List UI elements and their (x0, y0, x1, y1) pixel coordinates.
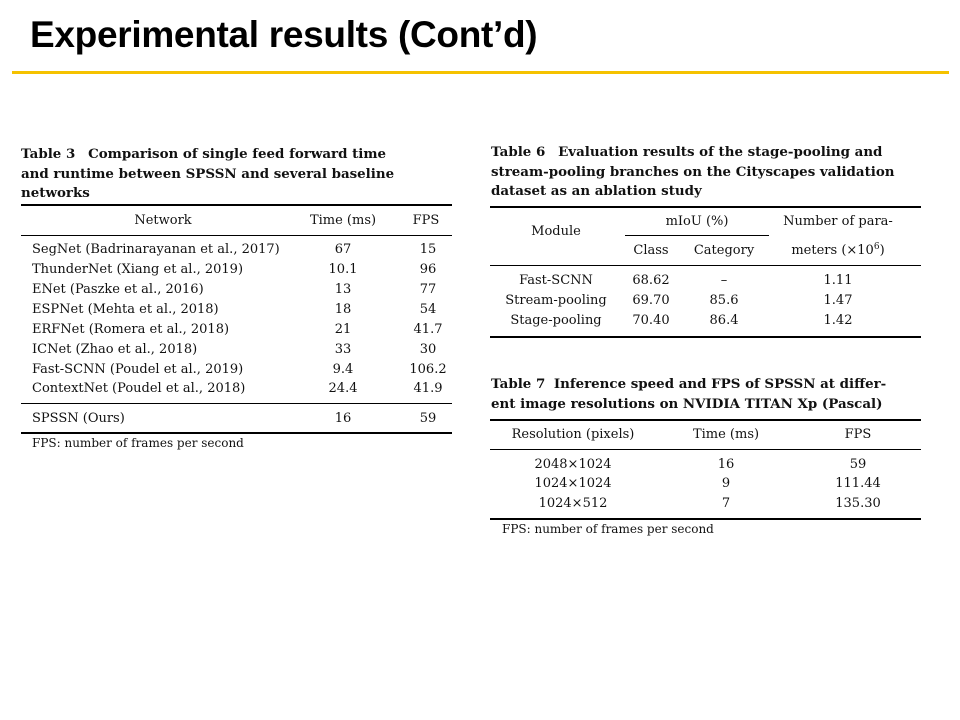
module-name: Fast-SCNN (519, 273, 593, 288)
network-name: ThunderNet (Xiang et al., 2019) (32, 262, 244, 277)
table-3-mid-rule (21, 403, 452, 404)
class-miou: 70.40 (632, 313, 670, 328)
network-name: ContextNet (Poudel et al., 2018) (32, 381, 246, 396)
table-6-caption (491, 143, 921, 202)
fps-value: 30 (419, 342, 437, 357)
network-name: ESPNet (Mehta et al., 2018) (32, 302, 219, 317)
resolution-value: 2048×1024 (534, 457, 612, 472)
fps-value: 59 (419, 411, 437, 426)
time-value: 16 (334, 411, 352, 426)
table-7-bottom-rule (490, 518, 921, 520)
time-value: 21 (334, 322, 352, 337)
time-value: 9 (721, 476, 731, 491)
fps-value: 135.30 (835, 496, 881, 511)
table-6-caption-line-2: stream-pooling branches on the Cityscapes validation (491, 163, 895, 180)
network-name: ERFNet (Romera et al., 2018) (32, 322, 230, 337)
fps-value: 96 (419, 262, 437, 277)
table-6-miou-rule (625, 235, 769, 236)
params-value: 1.42 (823, 313, 853, 328)
table-3-header-network: Network (134, 213, 192, 228)
module-name: Stage-pooling (510, 313, 602, 328)
time-value: 24.4 (328, 381, 358, 396)
table-3-bottom-rule (21, 432, 452, 434)
table-6-header-params-line-2: meters $(\times 10^6)$ (791, 242, 885, 258)
resolution-value: 1024×512 (538, 496, 608, 511)
class-miou: 69.70 (632, 293, 670, 308)
table-3-caption (21, 145, 451, 204)
table-3-caption-line-1: Table 3 Comparison of single feed forward time (21, 146, 387, 162)
fps-value: 41.7 (413, 322, 443, 337)
category-miou: – (720, 273, 728, 288)
params-value: 1.11 (823, 273, 853, 288)
table-6-header-module: Module (531, 224, 581, 239)
module-name: Stream-pooling (505, 293, 607, 308)
table-6-caption-line-3: dataset as an ablation study (491, 183, 702, 199)
table-7-caption-line-2: ent image resolutions on NVIDIA TITAN Xp (Pascal) (491, 395, 883, 412)
table-7-label: Table 7 (491, 376, 546, 392)
table-6-header-category: Category (693, 243, 755, 258)
table-6-caption-line-1: Table 6 Evaluation results of the stage-pooling and (491, 144, 883, 160)
fps-value: 15 (419, 242, 437, 257)
time-value: 10.1 (328, 262, 358, 277)
time-value: 16 (717, 457, 735, 472)
table-7-caption-line-1: Table 7 Inference speed and FPS of SPSSN at differ- (491, 376, 887, 392)
network-name: SegNet (Badrinarayanan et al., 2017) (32, 242, 280, 257)
slide-title: Experimental results (Cont’d) (30, 14, 538, 55)
time-value: 13 (334, 282, 352, 297)
network-name: SPSSN (Ours) (32, 411, 125, 426)
fps-value: 111.44 (835, 476, 881, 491)
table-3-header-time: Time (ms) (309, 213, 377, 228)
table-7-top-rule (490, 419, 921, 421)
table-3-footnote: FPS: number of frames per second (32, 436, 244, 450)
table-3-caption-line-3: networks (21, 185, 90, 201)
category-miou: 85.6 (709, 293, 739, 308)
title-divider (12, 71, 949, 74)
time-value: 7 (721, 496, 731, 511)
table-3-header-fps: FPS (412, 213, 440, 228)
table-7-caption (491, 375, 921, 414)
time-value: 67 (334, 242, 352, 257)
resolution-value: 1024×1024 (534, 476, 612, 491)
fps-value: 41.9 (413, 381, 443, 396)
table-3-header-rule (21, 235, 452, 236)
table-3-caption-line-2: and runtime between SPSSN and several baseline (21, 165, 395, 182)
table-6-label: Table 6 (491, 144, 546, 160)
network-name: ICNet (Zhao et al., 2018) (32, 342, 198, 357)
table-6-header-rule (490, 265, 921, 266)
table-6-top-rule (490, 206, 921, 208)
category-miou: 86.4 (709, 313, 739, 328)
table-7-header-fps: FPS (844, 427, 872, 442)
table-7-header-rule (490, 449, 921, 450)
table-6-header-params-line-1: Number of para- (783, 214, 893, 229)
fps-value: 59 (849, 457, 867, 472)
fps-value: 106.2 (409, 362, 447, 377)
network-name: ENet (Paszke et al., 2016) (32, 282, 204, 297)
table-7-header-resolution: Resolution (pixels) (511, 427, 635, 442)
params-value: 1.47 (823, 293, 853, 308)
network-name: Fast-SCNN (Poudel et al., 2019) (32, 362, 244, 377)
table-7-footnote: FPS: number of frames per second (502, 522, 714, 536)
class-miou: 68.62 (632, 273, 670, 288)
table-6-header-miou: mIoU (%) (665, 214, 729, 229)
time-value: 9.4 (332, 362, 354, 377)
table-3-top-rule (21, 204, 452, 206)
table-3-label: Table 3 (21, 146, 76, 162)
table-7-header-time: Time (ms) (692, 427, 760, 442)
table-6-header-class: Class (633, 243, 669, 258)
table-6-bottom-rule (490, 336, 921, 338)
fps-value: 54 (419, 302, 437, 317)
time-value: 18 (334, 302, 352, 317)
fps-value: 77 (419, 282, 437, 297)
time-value: 33 (334, 342, 352, 357)
